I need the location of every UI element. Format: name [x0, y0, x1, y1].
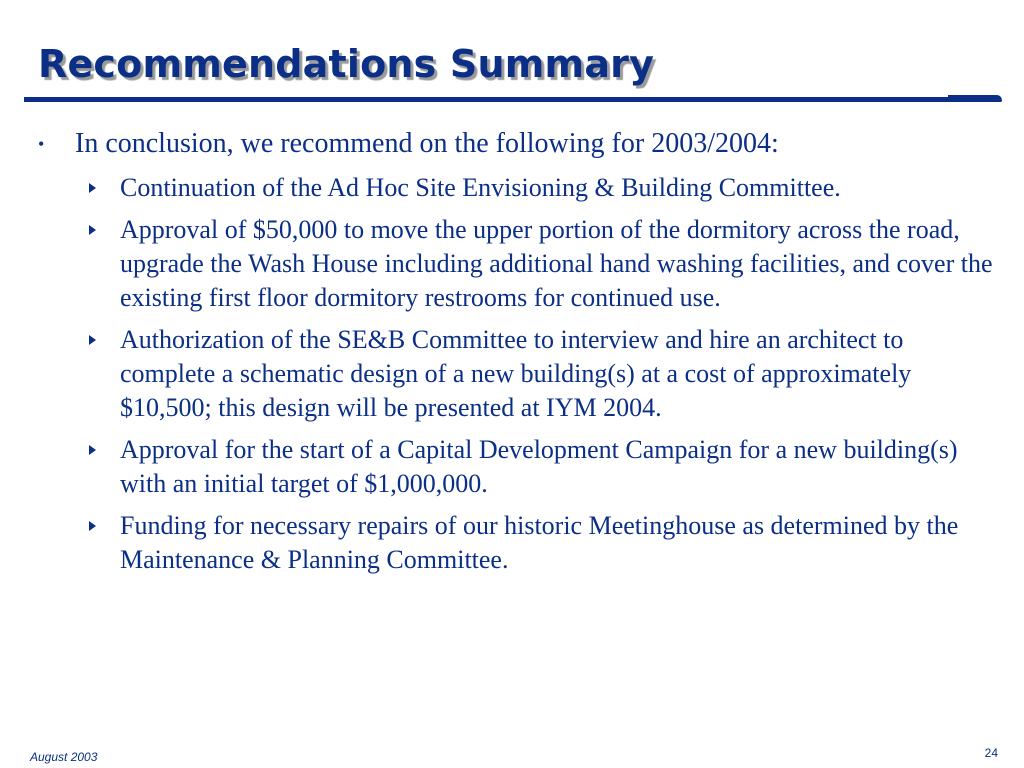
slide-content [0, 126, 1024, 585]
intro-text: In conclusion, we recommend on the following for 2003/2004: [75, 128, 779, 159]
list-item-text: Continuation of the Ad Hoc Site Envisioning & Building Committee. [120, 173, 841, 202]
triangle-arrow-icon [89, 225, 96, 235]
list-item [120, 323, 995, 425]
list-item [120, 171, 995, 205]
list-item-text: Approval for the start of a Capital Development Campaign for a new building(s) with an initial target of $1,000,000. [120, 435, 958, 498]
list-item [120, 433, 995, 501]
list-item [120, 213, 995, 315]
list-item-text: Funding for necessary repairs of our historic Meetinghouse as determined by the Maintenance & Planning Committee. [120, 511, 959, 574]
list-item [120, 509, 995, 577]
triangle-arrow-icon [89, 335, 96, 345]
intro-bullet [38, 126, 935, 162]
slide-title: Recommendations Summary [38, 42, 655, 86]
title-underline [24, 97, 999, 102]
footer-date: August 2003 [30, 750, 98, 764]
list-item-text: Approval of $50,000 to move the upper portion of the dormitory across the road, upgrade the Wash House including additional hand washing facilities, and cover the existing first floor dormitory restrooms for continued use. [120, 215, 993, 312]
triangle-arrow-icon [89, 445, 96, 455]
triangle-arrow-icon [89, 183, 96, 193]
round-bullet-icon: • [38, 134, 45, 154]
list-item-text: Authorization of the SE&B Committee to interview and hire an architect to complete a schematic design of a new building(s) at a cost of approximately $10,500; this design will be presented at IYM 2004. [120, 325, 912, 422]
triangle-arrow-icon [89, 521, 96, 531]
title-underline-tip [948, 95, 1002, 102]
page-number: 24 [984, 746, 998, 760]
recommendations-list [0, 171, 1024, 577]
